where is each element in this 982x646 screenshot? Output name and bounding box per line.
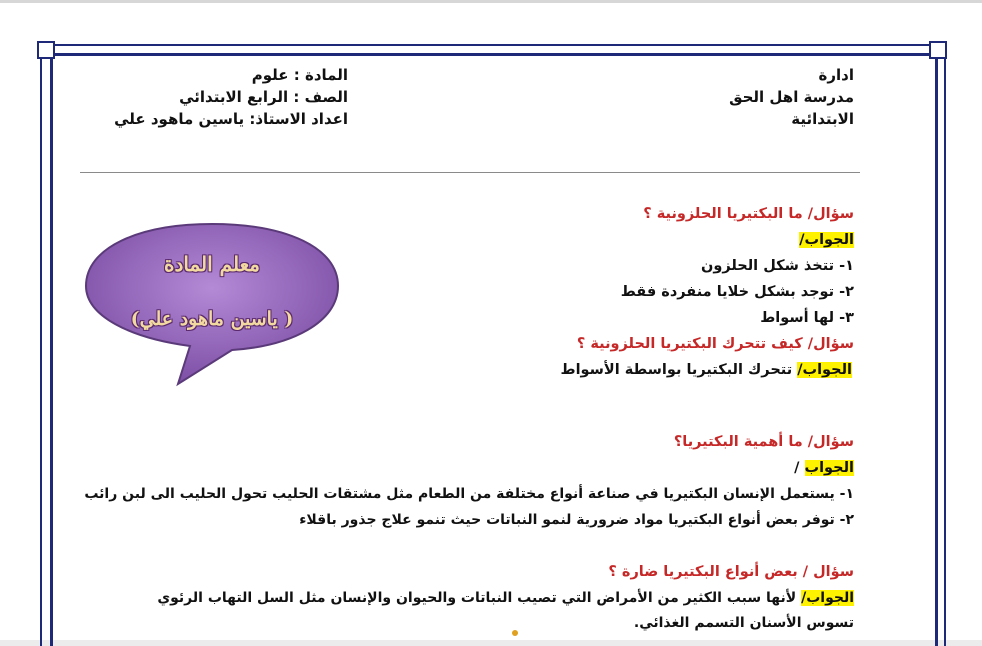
grade-line: الصف : الرابع الابتدائي <box>179 88 348 106</box>
answer-1-item-3: ٣- لها أسواط <box>760 310 854 326</box>
answer-1-item-2: ٢- توجد بشكل خلايا منفردة فقط <box>620 284 854 300</box>
answer-4-continuation: تسوس الأسنان التسمم الغذائي. <box>633 615 854 631</box>
speech-bubble-shape <box>82 218 342 388</box>
school-header <box>604 64 854 130</box>
subject-line: المادة : علوم <box>251 66 348 84</box>
school-name: مدرسة اهل الحق <box>729 88 854 106</box>
question-4: سؤال / بعض أنواع البكتيريا ضارة ؟ <box>608 564 854 580</box>
bubble-title: معلم المادة <box>164 252 260 276</box>
header-divider <box>80 172 860 173</box>
school-level: الابتدائية <box>791 110 854 128</box>
border-corner-top-right <box>929 41 947 59</box>
answer-4: الجواب/ لأنها سبب الكثير من الأمراض التي تصيب النباتات والحيوان والإنسان مثل السل التهاب الرئوي <box>157 590 854 606</box>
question-2: سؤال/ كيف تتحرك البكتيريا الحلزونية ؟ <box>576 336 854 352</box>
answer-3-item-1: ١- يستعمل الإنسان البكتيريا في صناعة أنواع مختلفة من الطعام مثل مشتقات الحليب تحول الحليب الى لبن رائب <box>84 486 854 502</box>
answer-1-item-1: ١- تتخذ شكل الحلزون <box>700 258 854 274</box>
question-1: سؤال/ ما البكتيريا الحلزونية ؟ <box>643 206 854 222</box>
teacher-line: اعداد الاستاذ: ياسين ماهود علي <box>114 110 348 128</box>
admin-label: ادارة <box>818 66 854 84</box>
answer-3-label: الجواب / <box>794 460 854 476</box>
answer-3-item-2: ٢- توفر بعض أنواع البكتيريا مواد ضرورية لنمو النباتات حيث تنمو علاج جذور باقلاء <box>299 512 854 528</box>
bubble-teacher-name: ( ياسين ماهود علي) <box>130 308 294 330</box>
decorative-dot <box>512 630 518 636</box>
subject-header <box>88 64 348 130</box>
answer-2: الجواب/ تتحرك البكتيريا بواسطة الأسواط <box>560 362 852 378</box>
question-3: سؤال/ ما أهمية البكتيريا؟ <box>673 434 854 450</box>
border-corner-top-left <box>37 41 55 59</box>
answer-1-label: الجواب/ <box>799 232 854 248</box>
teacher-speech-bubble <box>82 218 342 356</box>
